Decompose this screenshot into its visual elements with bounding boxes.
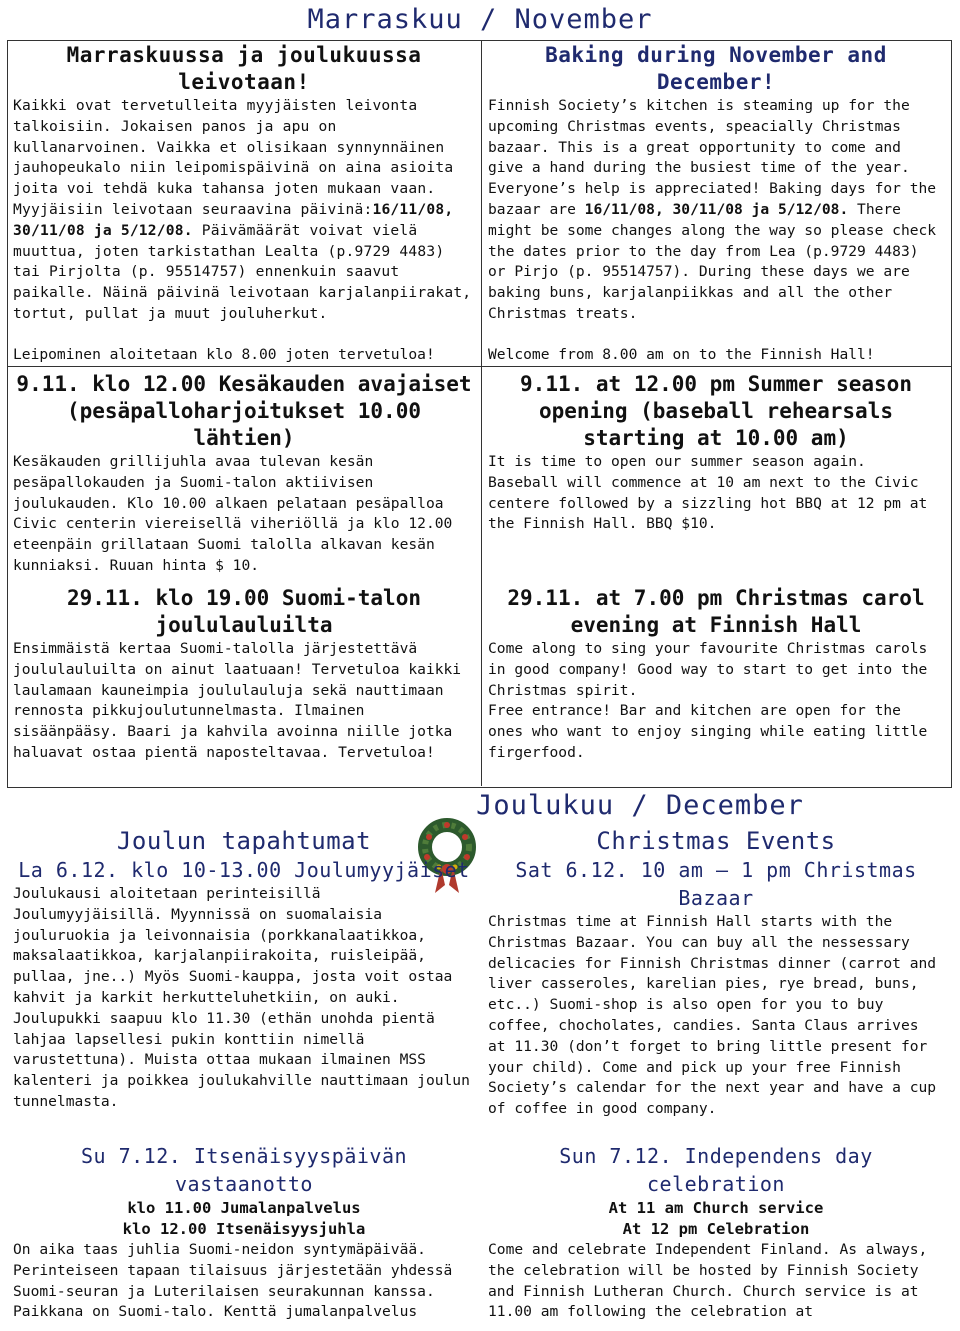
november-en-carol (488, 585, 944, 764)
carol-text-fi: Ensimmäistä kertaa Suomi-talolla järjestettävä joululauluilta on ainut laatuaan! Tervetuloa kaikki laulamaan kauneimpia joululauluja sekä nauttimaan rennosta pikkujoulutunnelmasta. Ilmainen sisäänpääsy. Baari ja kahvila avoinna niille jotka haluavat ostaa pientä naposteltavaa. Tervetuloa! (13, 640, 462, 761)
carol-text-en: Come along to sing your favourite Christmas carols in good company! Good way to start to get into the Christmas spirit. Free entrance! Bar and kitchen are open for the ones who want to enjoy singing while eating little firgerfood. (488, 640, 928, 761)
bazaar-text-fi: Joulukausi aloitetaan perinteisillä Joulumyyjäisillä. Myynnissä on suomalaisia jouluruokia ja leivonnaisia (porkkanalaatikkoa, maksalaatikkoa, karjalanpiirakoita, ruisleipää, pullaa, jne..) Myös Suomi-kauppa, josta voit ostaa kahvit ja karkit herkutteluhetkiin, on auki. Joulupukki saapuu klo 11.30 (ethän unohda pientä lahjaa lapsellesi pukin konttiin nimellä varustettuna). Muista ottaa mukaan ilmainen MSS kalenteri ja poikkea joulukahville nauttimaan joulun tunnelmasta. (13, 885, 470, 1110)
baking-text-en-part2: There might be some changes along the way so please check the dates prior to the day from Lea (p.9729 4483) or Pirjo (p. 95514757). During these days we are baking buns, karjalanpiikkas and all the other Christmas treats. (488, 200, 937, 322)
carol-title-fi: 29.11. klo 19.00 Suomi-talon joululauluilta (66, 586, 421, 637)
november-en-column (488, 42, 944, 366)
season-text-fi: Kesäkauden grillijuhla avaa tulevan kesän pesäpallokauden ja Suomi-talon aktiivisen joulukauden. Klo 10.00 alkaen pelataan pesäpalloa Civic centerin viereisellä viheriöllä ja klo 12.00 eteenpäin grillataan Suomi talolla alkavan kesän kunniaksi. Ruuan hinta $ 10. (13, 453, 453, 574)
december-fi-indep (13, 1142, 475, 1323)
november-en-events (488, 371, 944, 535)
december-section-title: Joulukuu / December (476, 790, 804, 821)
indep-party-fi: klo 12.00 Itsenäisyysjuhla (122, 1220, 366, 1238)
december-en-column (488, 826, 944, 1120)
indep-title-fi: Su 7.12. Itsenäisyyspäivän vastaanotto (80, 1144, 408, 1196)
season-title-en: 9.11. at 12.00 pm Summer season opening (baseball rehearsals starting at 10.00 am) (520, 372, 912, 450)
december-fi-column (13, 826, 475, 1113)
bazaar-text-en: Christmas time at Finnish Hall starts with the Christmas Bazaar. You can buy all the nessessary delicacies for Finnish Christmas dinner (carrot and liver casseroles, karelian pies, rye bread, buns, etc..) Suomi-shop is also open for you to buy coffee, chocholates, candies. Santa Claus arrives at 11.30 (don’t forget to bring little present for your child). Come and pick up your free Finnish Society’s calendar for the next year and have a cup of coffee in good company. (488, 913, 937, 1118)
baking-dates-en: 16/11/08, 30/11/08 ja 5/12/08. (584, 200, 849, 218)
bazaar-title-fi: La 6.12. klo 10-13.00 Joulumyyjäiset (18, 858, 470, 882)
november-divider (481, 40, 482, 786)
december-en-indep (488, 1142, 944, 1323)
baking-text-fi-part2: Päivämäärät voivat vielä muuttua, joten tarkistathan Lealta (p.9729 4483) tai Pirjolta (p. 95514757) ennenkuin saavut paikalle. Näinä päivinä leivotaan karjalanpiirakat, tortut, pullat ja muut jouluherkut. (13, 221, 472, 322)
baking-text-en-part1: Finnish Society’s kitchen is steaming up for the upcoming Christmas events, speacially Christmas bazaar. This is a great opportunity to come and give a hand during the busiest time of the year. Everyone’s help is appreciated! Baking days for the bazaar are (488, 97, 937, 218)
baking-title-fi: Marraskuussa ja joulukuussa leivotaan! (66, 43, 422, 94)
bazaar-title-en: Sat 6.12. 10 am – 1 pm Christmas Bazaar (515, 858, 917, 910)
indep-church-en: At 11 am Church service (608, 1199, 824, 1217)
baking-start-en: Welcome from 8.00 am on to the Finnish Hall! (488, 345, 875, 363)
indep-party-en: At 12 pm Celebration (622, 1220, 810, 1238)
baking-text-en (488, 96, 944, 325)
season-text-en: It is time to open our summer season again. Baseball will commence at 10 am next to the Civic centere followed by a sizzling hot BBQ at 12 pm at the Finnish Hall. BBQ $10. (488, 453, 928, 533)
indep-church-fi: klo 11.00 Jumalanpalvelus (127, 1199, 361, 1217)
carol-title-en: 29.11. at 7.00 pm Christmas carol evening at Finnish Hall (507, 586, 925, 637)
november-fi-events (13, 371, 475, 577)
indep-text-en: Come and celebrate Independent Finland. As always, the celebration will be hosted by Finnish Society and Finnish Lutheran Church. Church service is at 11.00 am following the celebration at (488, 1241, 928, 1321)
baking-text-fi-part1: Kaikki ovat tervetulleita myyjäisten leivonta talkoisiin. Jokaisen panos ja apu on kullanarvoinen. Vaikka et olisikaan synnynnäinen jauhopeukalo niin leipomispäivinä on aina asioita joita voi tehdä kuka tahansa joten mukaan vaan. Myyjäisiin leivotaan seuraavina päivinä: (13, 97, 454, 218)
november-fi-carol (13, 585, 475, 764)
baking-title-en: Baking during November and December! (545, 43, 887, 94)
events-title-en: Christmas Events (596, 827, 836, 855)
indep-text-fi: On aika taas juhlia Suomi-neidon syntymäpäivää. Perinteiseen tapaan tilaisuus järjestetään yhdessä Suomi-seuran ja Luterilaisen seurakunnan kanssa. Paikkana on Suomi-talo. Kenttä jumalanpalvelus (13, 1241, 453, 1321)
events-title-fi: Joulun tapahtumat (116, 827, 372, 855)
season-title-fi: 9.11. klo 12.00 Kesäkauden avajaiset (pesäpalloharjoitukset 10.00 lähtien) (16, 372, 472, 450)
november-section-title: Marraskuu / November (307, 4, 653, 35)
november-row-divider (7, 366, 952, 367)
baking-text-fi (13, 96, 475, 325)
baking-dates-fi: 16/11/08, 30/11/08 ja 5/12/08. (13, 200, 454, 239)
baking-start-fi: Leipominen aloitetaan klo 8.00 joten tervetuloa! (13, 345, 435, 363)
november-fi-column (13, 42, 475, 366)
indep-title-en: Sun 7.12. Independens day celebration (559, 1144, 873, 1196)
